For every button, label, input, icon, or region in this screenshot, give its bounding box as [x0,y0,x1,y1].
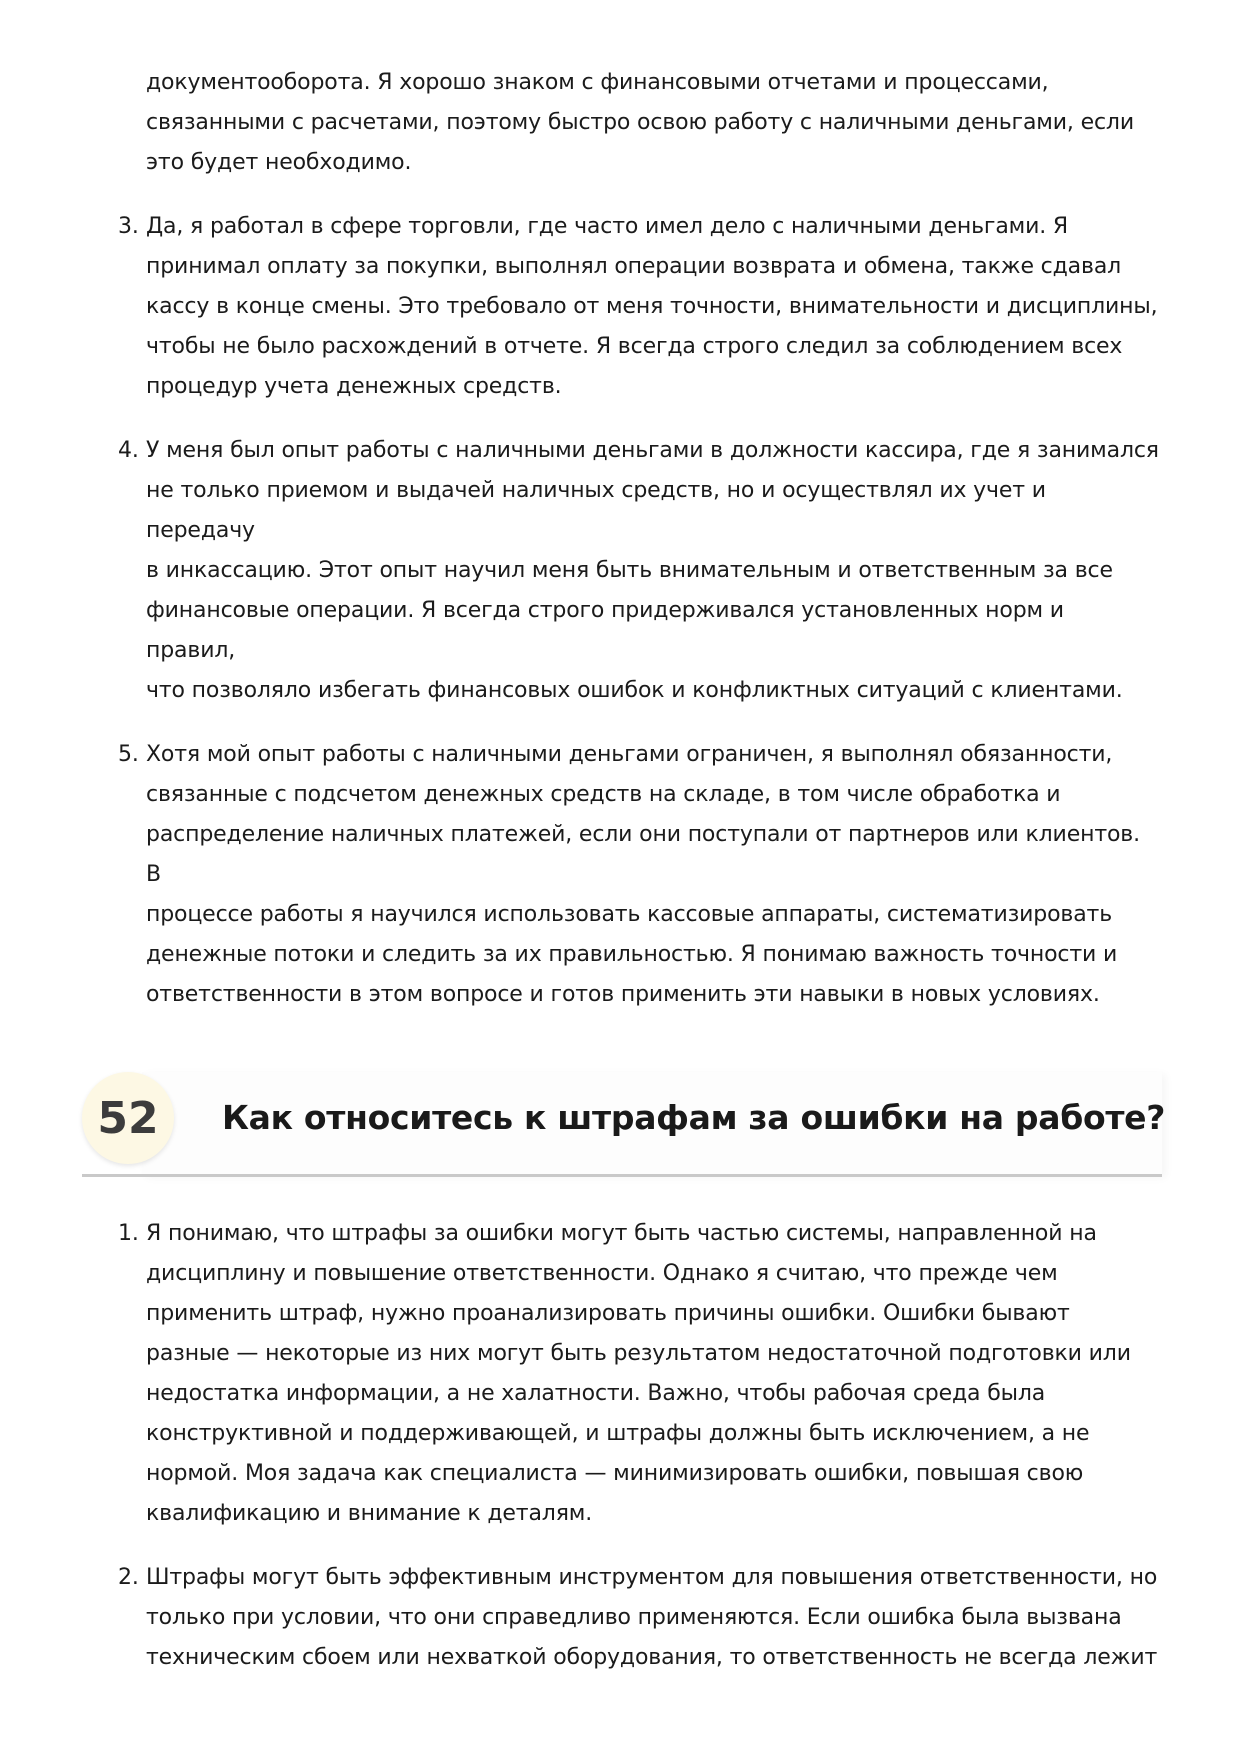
answer-number: 5. [118,742,139,767]
answer-line: ответственности в этом вопросе и готов применить эти навыки в новых условиях. [146,982,1100,1007]
answer-line: документооборота. Я хорошо знаком с финансовыми отчетами и процессами, [146,70,1049,95]
answer-number: 3. [118,214,139,239]
answer-line: процедур учета денежных средств. [146,374,562,399]
answer-line: что позволяло избегать финансовых ошибок и конфликтных ситуаций с клиентами. [146,678,1123,703]
answer-line: процессе работы я научился использовать кассовые аппараты, систематизировать [146,902,1113,927]
answer-line: применить штраф, нужно проанализировать причины ошибки. Ошибки бывают [146,1301,1070,1326]
answer-continued [0,63,1239,183]
answer-line: кассу в конце смены. Это требовало от меня точности, внимательности и дисциплины, [146,294,1158,319]
answer-item-1 [0,1214,1239,1534]
question-header [82,1072,1166,1176]
answer-line: не только приемом и выдачей наличных средств, но и осуществлял их учет и передачу [146,478,1046,543]
answer-line: Хотя мой опыт работы с наличными деньгами ограничен, я выполнял обязанности, [146,742,1113,767]
answer-line: это будет необходимо. [146,150,412,175]
header-divider [82,1174,1162,1177]
question-title: Как относитесь к штрафам за ошибки на работе? [222,1098,1166,1137]
answer-line: конструктивной и поддерживающей, и штрафы должны быть исключением, а не [146,1421,1090,1446]
question-number-badge: 52 [82,1072,174,1164]
answer-line: связанными с расчетами, поэтому быстро освою работу с наличными деньгами, если [146,110,1134,135]
answer-line: недостатка информации, а не халатности. Важно, чтобы рабочая среда была [146,1381,1046,1406]
answer-line: нормой. Моя задача как специалиста — минимизировать ошибки, повышая свою [146,1461,1084,1486]
answer-line: техническим сбоем или нехваткой оборудования, то ответственность не всегда лежит [146,1645,1158,1670]
answer-line: Штрафы могут быть эффективным инструментом для повышения ответственности, но [146,1565,1158,1590]
answer-line: Я понимаю, что штрафы за ошибки могут быть частью системы, направленной на [146,1221,1097,1246]
answer-number: 4. [118,438,139,463]
answers-top-list [0,63,1239,1015]
answer-line: связанные с подсчетом денежных средств на складе, в том числе обработка и [146,782,1061,807]
answer-line: денежные потоки и следить за их правильностью. Я понимаю важность точности и [146,942,1118,967]
answer-line: У меня был опыт работы с наличными деньгами в должности кассира, где я занимался [146,438,1159,463]
answer-line: дисциплину и повышение ответственности. Однако я считаю, что прежде чем [146,1261,1058,1286]
answer-line: квалификацию и внимание к деталям. [146,1501,593,1526]
answer-line: Да, я работал в сфере торговли, где часто имел дело с наличными деньгами. Я [146,214,1069,239]
answer-line: распределение наличных платежей, если они поступали от партнеров или клиентов. В [146,822,1140,887]
answer-item-3 [0,207,1239,407]
answer-line: чтобы не было расхождений в отчете. Я всегда строго следил за соблюдением всех [146,334,1123,359]
answer-line: разные — некоторые из них могут быть результатом недостаточной подготовки или [146,1341,1131,1366]
answer-item-2 [0,1558,1239,1678]
answer-line: финансовые операции. Я всегда строго придерживался установленных норм и правил, [146,598,1064,663]
answers-bottom-list [0,1214,1239,1678]
answer-line: в инкассацию. Этот опыт научил меня быть внимательным и ответственным за все [146,558,1113,583]
answer-line: принимал оплату за покупки, выполнял операции возврата и обмена, также сдавал [146,254,1122,279]
answer-item-4 [0,431,1239,711]
answer-line: только при условии, что они справедливо применяются. Если ошибка была вызвана [146,1605,1122,1630]
answer-number: 2. [118,1565,139,1590]
answer-number: 1. [118,1221,139,1246]
answer-item-5 [0,735,1239,1015]
